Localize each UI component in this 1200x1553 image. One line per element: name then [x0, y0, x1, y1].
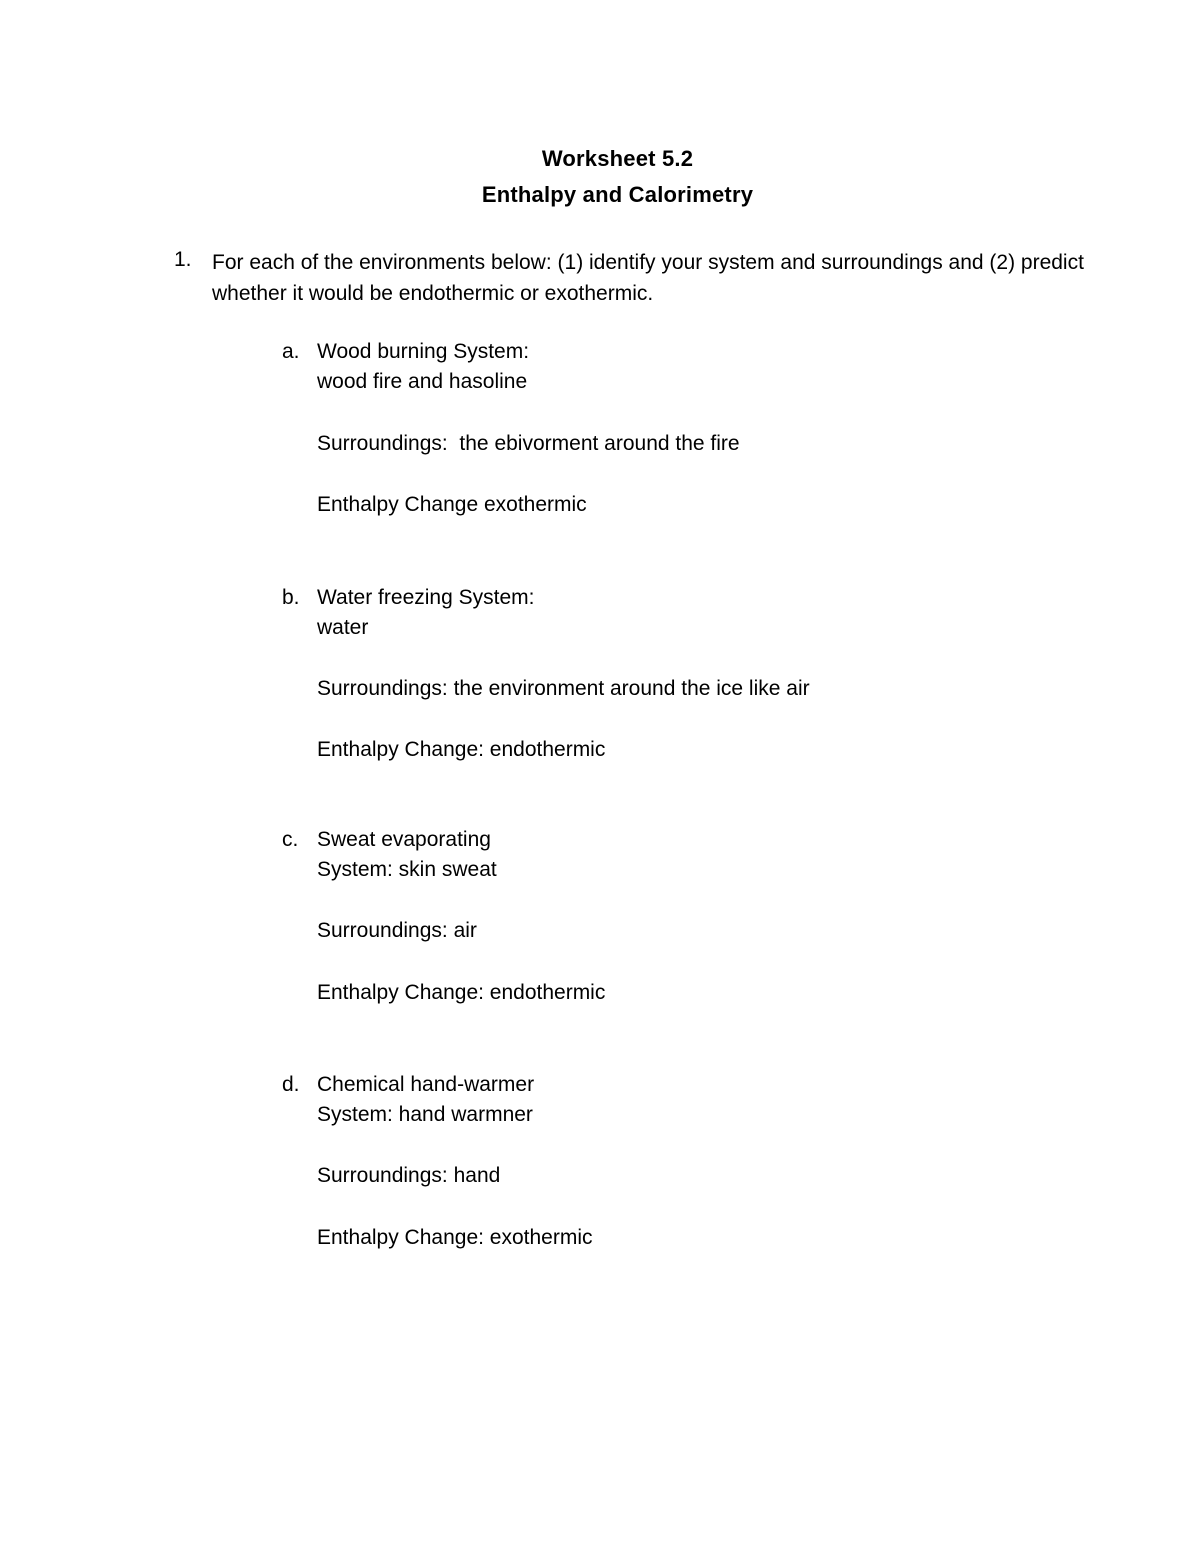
item-d-letter: d. — [282, 1073, 300, 1096]
item-a-surroundings: Surroundings: the ebivorment around the fire — [317, 432, 740, 455]
item-c-system: System: skin sweat — [317, 858, 497, 881]
item-d-heading: Chemical hand-warmer — [317, 1073, 535, 1096]
item-c-surroundings: Surroundings: air — [317, 919, 477, 942]
item-b-surroundings: Surroundings: the environment around the ice like air — [317, 677, 810, 700]
item-c-heading: Sweat evaporating — [317, 828, 491, 851]
worksheet-subtitle: Enthalpy and Calorimetry — [481, 182, 754, 207]
item-a-enthalpy: Enthalpy Change exothermic — [317, 493, 587, 516]
item-a-heading: Wood burning System: — [317, 340, 530, 363]
item-b-heading: Water freezing System: — [317, 586, 535, 609]
item-c-enthalpy: Enthalpy Change: endothermic — [317, 981, 606, 1004]
item-b-system: water — [317, 616, 369, 639]
item-d-enthalpy: Enthalpy Change: exothermic — [317, 1226, 593, 1249]
item-d-system: System: hand warmner — [317, 1103, 533, 1126]
item-d-surroundings: Surroundings: hand — [317, 1164, 501, 1187]
item-b-letter: b. — [282, 586, 300, 609]
item-a-letter: a. — [282, 340, 300, 363]
item-c-letter: c. — [282, 828, 299, 851]
question-text: For each of the environments below: (1) identify your system and surroundings and (2) predict whether it would be endothermic or exothermic. — [212, 251, 1084, 305]
item-b-enthalpy: Enthalpy Change: endothermic — [317, 738, 606, 761]
question-number: 1. — [174, 248, 192, 271]
worksheet-title: Worksheet 5.2 — [541, 146, 694, 171]
item-a-system: wood fire and hasoline — [317, 370, 528, 393]
